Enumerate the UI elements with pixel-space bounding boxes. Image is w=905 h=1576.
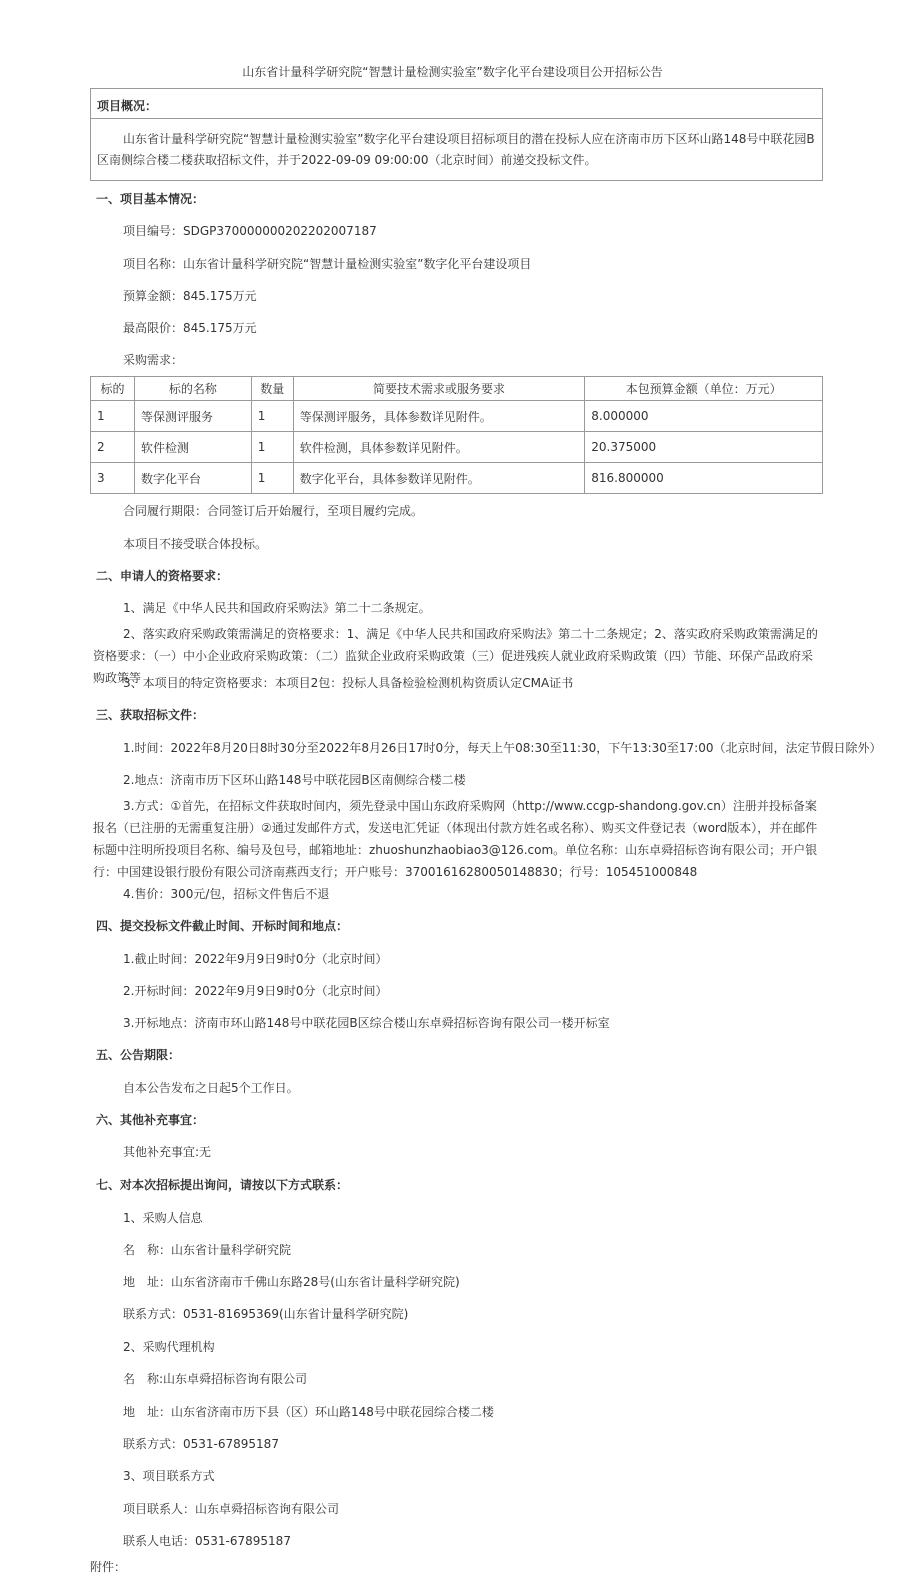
table-row	[91, 463, 823, 494]
agency-contact: 联系方式：0531-67895187	[123, 1437, 279, 1451]
document-title: 山东省计量科学研究院“智慧计量检测实验室”数字化平台建设项目公开招标公告	[242, 65, 663, 79]
section3-heading: 三、获取招标文件：	[96, 708, 205, 722]
buyer-name: 名 称：山东省计量科学研究院	[123, 1243, 292, 1257]
opening-place: 3.开标地点：济南市环山路148号中联花园B区综合楼山东卓舜招标咨询有限公司一楼开标室	[123, 1016, 610, 1030]
cell-item-name: 数字化平台	[134, 463, 251, 494]
qualification-item-2: 2、落实政府采购政策需满足的资格要求：1、满足《中华人民共和国政府采购法》第二十二条规定；2、落实政府采购政策需满足的资格要求：（一）中小企业政府采购政策：（二）监狱企业政府采购政策（三）促进残疾人就业政府采购政策（四）节能、环保产品政府采购政策等	[93, 627, 818, 685]
project-number: 项目编号：SDGP370000000202202007187	[123, 224, 377, 238]
header-index: 标的	[91, 377, 135, 401]
cell-budget: 816.800000	[585, 463, 823, 494]
section2-heading: 二、申请人的资格要求：	[96, 569, 229, 583]
cell-budget: 8.000000	[585, 401, 823, 432]
cell-requirements: 等保测评服务，具体参数详见附件。	[293, 401, 585, 432]
qualification-item-1: 1、满足《中华人民共和国政府采购法》第二十二条规定。	[123, 601, 431, 615]
cell-budget: 20.375000	[585, 432, 823, 463]
overview-body: 山东省计量科学研究院“智慧计量检测实验室”数字化平台建设项目招标项目的潜在投标人应在济南市历下区环山路148号中联花园B区南侧综合楼二楼获取招标文件，并于2022-09-09 09:00:00（北京时间）前递交投标文件。	[97, 132, 815, 167]
overview-heading: 项目概况：	[91, 89, 822, 119]
attachment-label: 附件：	[90, 1560, 127, 1574]
cell-requirements: 数字化平台，具体参数详见附件。	[293, 463, 585, 494]
agency-address: 地 址：山东省济南市历下县（区）环山路148号中联花园综合楼二楼	[123, 1405, 494, 1419]
cell-quantity: 1	[251, 401, 293, 432]
document-price: 4.售价：300元/包，招标文件售后不退	[123, 887, 330, 901]
obtain-time: 1.时间：2022年8月20日8时30分至2022年8月26日17时0分，每天上午08:30至11:30，下午13:30至17:00（北京时间，法定节假日除外）	[123, 741, 882, 755]
project-contact-phone: 联系人电话：0531-67895187	[123, 1534, 291, 1548]
cell-requirements: 软件检测，具体参数详见附件。	[293, 432, 585, 463]
budget-amount: 预算金额：845.175万元	[123, 289, 257, 303]
max-price: 最高限价：845.175万元	[123, 321, 257, 335]
opening-time: 2.开标时间：2022年9月9日9时0分（北京时间）	[123, 984, 388, 998]
cell-index: 1	[91, 401, 135, 432]
obtain-method: 3.方式：①首先，在招标文件获取时间内，须先登录中国山东政府采购网（http://www.ccgp-shandong.gov.cn）注册并投标备案报名（已注册的无需重复注册）②通过发邮件方式，发送电汇凭证（体现出付款方姓名或名称）、购买文件登记表（word版本），并在邮件标题中注明所投项目名称、编号及包号，邮箱地址：zhuoshunzhaobiao3@126.com。单位名称：山东卓舜招标咨询有限公司；开户银行：中国建设银行股份有限公司济南燕西支行；开户账号：37001616280050148830；行号：105451000848	[93, 799, 818, 879]
cell-quantity: 1	[251, 432, 293, 463]
header-item-name: 标的名称	[134, 377, 251, 401]
contract-period: 合同履行期限：合同签订后开始履行，至项目履约完成。	[123, 504, 424, 518]
buyer-contact: 联系方式：0531-81695369(山东省计量科学研究院)	[123, 1307, 409, 1321]
agency-info-label: 2、采购代理机构	[123, 1340, 215, 1354]
section1-heading: 一、项目基本情况：	[96, 192, 205, 206]
announcement-period: 自本公告发布之日起5个工作日。	[123, 1081, 299, 1095]
procurement-table	[90, 376, 823, 494]
buyer-address: 地 址：山东省济南市千佛山东路28号(山东省计量科学研究院)	[123, 1275, 460, 1289]
cell-index: 2	[91, 432, 135, 463]
no-consortium-note: 本项目不接受联合体投标。	[123, 537, 268, 551]
other-matters: 其他补充事宜:无	[123, 1145, 212, 1159]
obtain-place: 2.地点：济南市历下区环山路148号中联花园B区南侧综合楼二楼	[123, 773, 466, 787]
buyer-info-label: 1、采购人信息	[123, 1211, 203, 1225]
section7-heading: 七、对本次招标提出询问，请按以下方式联系：	[96, 1178, 349, 1192]
demand-label: 采购需求：	[123, 353, 184, 367]
cell-quantity: 1	[251, 463, 293, 494]
cell-item-name: 等保测评服务	[134, 401, 251, 432]
section6-heading: 六、其他补充事宜：	[96, 1113, 205, 1127]
table-row	[91, 432, 823, 463]
submission-deadline: 1.截止时间：2022年9月9日9时0分（北京时间）	[123, 952, 388, 966]
table-header-row	[91, 377, 823, 401]
project-name: 项目名称：山东省计量科学研究院“智慧计量检测实验室”数字化平台建设项目	[123, 257, 532, 271]
agency-name: 名 称:山东卓舜招标咨询有限公司	[123, 1372, 308, 1386]
project-contact-label: 3、项目联系方式	[123, 1469, 215, 1483]
header-quantity: 数量	[251, 377, 293, 401]
section5-heading: 五、公告期限：	[96, 1048, 181, 1062]
overview-box	[90, 88, 823, 181]
table-row	[91, 401, 823, 432]
section4-heading: 四、提交投标文件截止时间、开标时间和地点：	[96, 919, 349, 933]
project-contact-person: 项目联系人：山东卓舜招标咨询有限公司	[123, 1502, 340, 1516]
header-budget: 本包预算金额（单位：万元）	[585, 377, 823, 401]
cell-index: 3	[91, 463, 135, 494]
header-requirements: 简要技术需求或服务要求	[293, 377, 585, 401]
qualification-item-3: 3、本项目的特定资格要求：本项目2包：投标人具备检验检测机构资质认定CMA证书	[123, 676, 574, 690]
cell-item-name: 软件检测	[134, 432, 251, 463]
